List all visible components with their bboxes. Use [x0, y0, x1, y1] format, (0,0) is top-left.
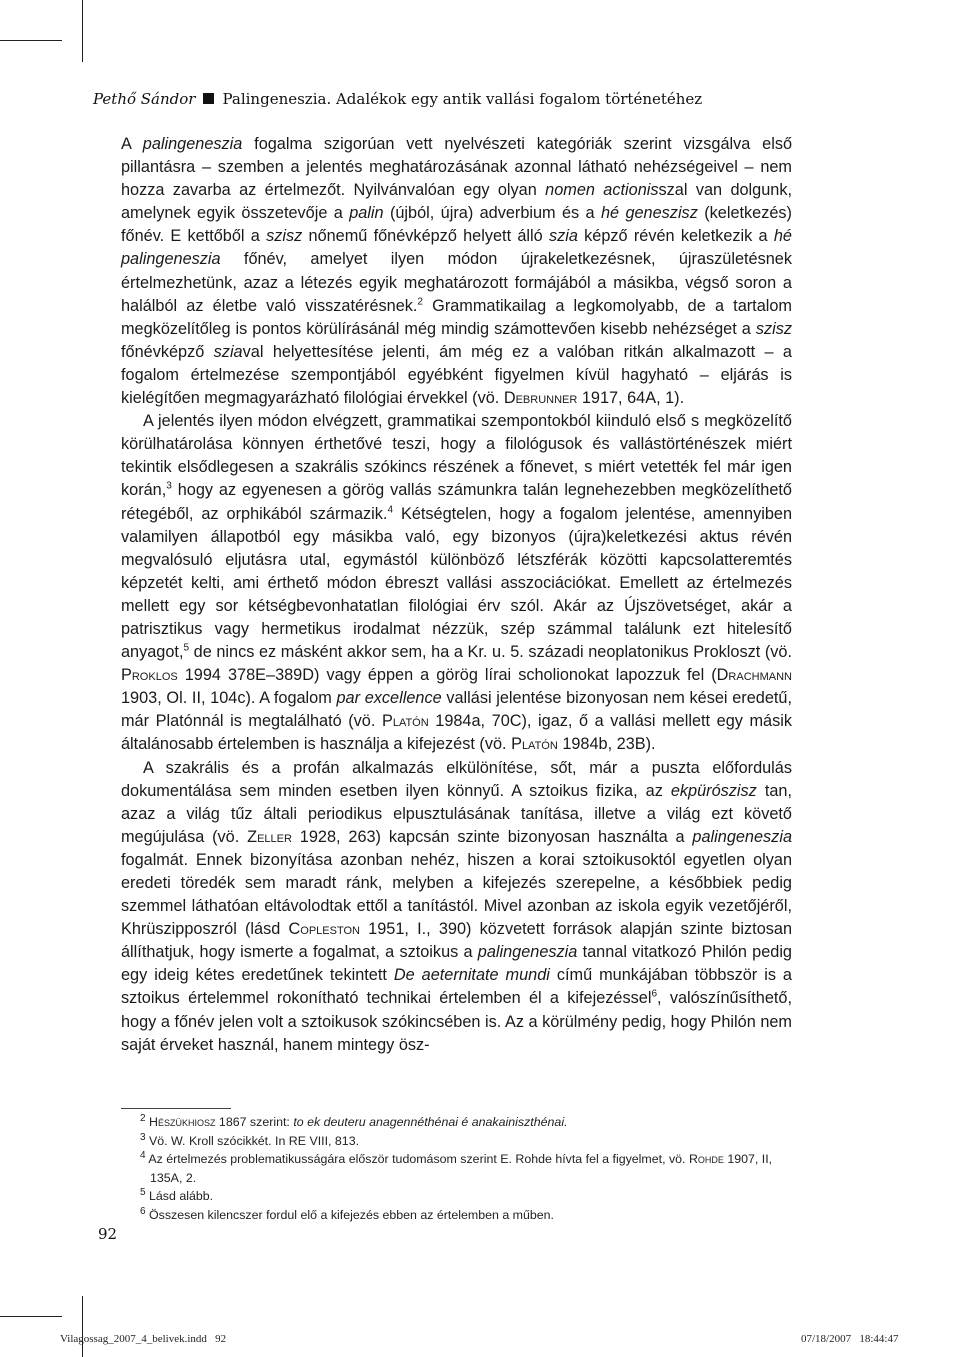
text-run: 1994 378E–389D) vagy éppen a görög lírai scholionokat lapozzuk fel (	[177, 666, 717, 685]
text-run: 1903, Ol. II, 104c). A fogalom	[121, 689, 337, 708]
crop-mark	[0, 1316, 62, 1317]
footnote-text: 1867 szerint:	[215, 1115, 294, 1129]
text-run: (újból, újra) adverbium és a	[383, 204, 601, 223]
text-run: 1984b, 23B).	[557, 735, 656, 754]
running-head-title: Palingeneszia. Adalékok egy antik vallási fogalom történetéhez	[222, 90, 703, 108]
term-italic: szia	[548, 227, 578, 246]
footnote-ref[interactable]: 4	[387, 504, 393, 516]
citation-author: Platón	[381, 712, 429, 731]
text-run: képző révén keletkezik a	[577, 227, 774, 246]
crop-mark	[82, 0, 83, 62]
paragraph-2	[121, 410, 792, 756]
term-italic: palingeneszia	[477, 943, 578, 962]
text-run: , valószínűsíthető, hogy a főnév jelen volt a sztoikusok szókincsében is. Az a körülmény pedig, hogy Philón nem saját érveket használ, hanem mintegy ösz-	[121, 989, 792, 1054]
text-run: A	[121, 135, 143, 153]
footnote-text: Lásd alább.	[145, 1189, 214, 1204]
text-run: val helyettesítése jelenti, ám még ez a valóban ritkán alkalmazott – a fogalom értelmezése szempontjából egyébként figyelmen kívül hagyható – eljárás is kielégítően megmagyarázható filológiai érvekkel (vö.	[121, 342, 792, 408]
term-italic: palin	[349, 204, 384, 223]
term-italic: par excellence	[336, 689, 442, 708]
text-run: vallási jelentése bizonyosan nem kései eredetű, már Platónnál is megtalálható (vö.	[121, 689, 792, 731]
term-italic: szisz	[266, 227, 303, 246]
text-run: fogalma szigorúan vett nyelvészeti kategóriák szerint vizsgálva első pillantásra – szemben a jelentés meghatározásának azonnal látható nehézségeivel – nem hozza zavarba az értelmezőt. Nyilvánvalóan egy olyan	[121, 135, 793, 200]
page-number: 92	[98, 1225, 118, 1243]
text-run: Kétségtelen, hogy a fogalom jelentése, amennyiben valamilyen állapotból egy másikba való, egy bizonyos (újra)keletkezési aktus révén megvalósuló eljutásra utal, egymástól különböző létszférák közötti kapcsolatteremtés képzetét kelti, ami érthető módon ébreszt vallási asszociációkat. Emellett az értelmezés mellett egy sor kétségbevonhatatlan filológiai érv szól. Akár az Újszövetséget, akár a patrisztikus vagy hermetikus irodalmat nézzük, szép számmal találunk ezt hitelesítő anyagot,	[121, 504, 792, 662]
text-run: 1928, 263) kapcsán szinte bizonyosan használta a	[291, 827, 693, 846]
text-run: tannal vitatkozó Philón pedig egy ideig kétes eredetűnek tekintett	[121, 943, 792, 985]
term-italic: palingeneszia	[142, 135, 243, 153]
text-run: fogalmát. Ennek bizonyítása azonban nehéz, hiszen a korai sztoikusoktól egyetlen olyan eredeti töredék sem maradt ránk, melyben a kifejezés szerepelne, a későbbiek pedig szemmel láthatóan eltávolodtak ettől a tanítástól. Mivel azonban az iskola egyik vezetőjéről, Khrüszipposzról (lásd	[121, 850, 792, 939]
footnote-5	[140, 1187, 794, 1206]
footnote-6	[140, 1206, 794, 1225]
text-run: nőnemű főnévképző helyett álló	[302, 227, 549, 246]
footnote-text: Az értelmezés problematikusságára először tudomásom szerint E. Rohde hívta fel a figyelmet, vö.	[145, 1152, 689, 1167]
text-run: 1951, I., 390) közvetett források alapján szinte biztosan állíthatjuk, hogy ismerte a fogalmat, a sztoikus a	[121, 920, 792, 962]
footnote-number: 4	[140, 1150, 146, 1162]
footnotes	[140, 1113, 794, 1225]
text-run: Grammatikailag a legkomolyabb, de a tartalom megközelítőleg is pontos körülírásánál még mindig számottevően kisebb nehézséget a	[121, 296, 792, 338]
running-head	[93, 90, 893, 108]
citation-author: Zeller	[247, 827, 292, 846]
term-italic: hé geneszisz	[600, 204, 698, 223]
text-run: 1984a, 70C), igaz, ő a vallási mellett egy másik általánosabb értelemben is használja a kifejezést (vö.	[121, 712, 792, 754]
footnote-4	[140, 1150, 794, 1187]
paragraph-1	[121, 133, 792, 410]
citation-author: Rohde	[688, 1152, 724, 1167]
footnote-ref[interactable]: 3	[166, 480, 172, 492]
term-italic: szia	[213, 342, 243, 361]
text-run: tan, azaz a világ tűz általi periodikus elpusztulásának tanítása, illetve a világ ezt követő megújulása (vö.	[121, 781, 792, 846]
article-body	[121, 133, 792, 1057]
text-run: hogy az egyenesen a görög vallás számunkra talán legnehezebben megközelíthető rétegéből, az orphikából származik.	[121, 481, 792, 523]
footnote-number: 6	[140, 1205, 146, 1217]
slug-timestamp: 07/18/2007 18:44:47	[801, 1333, 899, 1345]
footnote-number: 5	[140, 1187, 146, 1199]
paragraph-3	[121, 757, 792, 1057]
citation-author: Copleston	[288, 920, 360, 939]
citation-author: Proklos	[121, 666, 178, 685]
term-italic: hé palingeneszia	[121, 227, 792, 269]
term-italic: nomen actionis	[545, 181, 659, 200]
text-run: szal van dolgunk, amelynek egyik összetevője a	[121, 181, 792, 223]
text-run: (keletkezés) főnév. E kettőből a	[121, 204, 792, 246]
footnote-text: Vö. W. Kroll szócikkét. In RE VIII, 813.	[145, 1133, 360, 1148]
text-run: de nincs ez másként akkor sem, ha a Kr. u. 5. századi neoplatonikus Prokloszt (vö.	[189, 643, 792, 662]
text-run: A jelentés ilyen módon elvégzett, grammatikai szempontokból kiinduló első s megközelítő körülhatárolása könnyen érthetővé teszi, hogy a filológusok és vallástörténészek miért tekintik elsődlegesen a szakrális szókincs részének a főnevet, s miért vetették fel már igen korán,	[121, 412, 792, 500]
text-run: főnév, amelyet ilyen módon újrakeletkezésnek, újraszületésnek értelmezhetünk, azaz a létezés egyik meghatározott formájából a másikba, végső soron a halálból az életbe való visszatérésnek.	[121, 250, 792, 315]
text-run: 1917, 64A, 1).	[577, 389, 685, 408]
citation-author: Platón	[511, 735, 558, 754]
footnote-3	[140, 1132, 794, 1151]
term-italic: szisz	[755, 319, 792, 338]
crop-mark	[0, 40, 62, 41]
text-run: főnévképző	[121, 342, 214, 361]
running-head-author: Pethő Sándor	[93, 90, 196, 108]
footnote-text: Összesen kilencszer fordul elő a kifejezés ebben az értelemben a műben.	[145, 1207, 554, 1222]
term-italic: palingeneszia	[692, 827, 792, 846]
footnote-2	[140, 1113, 794, 1132]
text-run: című munkájában többször is a sztoikus értelemmel rokonítható technikai értelemben él a kifejezéssel	[121, 966, 792, 1008]
text-run: A szakrális és a profán alkalmazás elkülönítése, sőt, már a puszta előfordulás dokumentálása sem minden esetben ilyen könnyű. A sztoikus fizika, az	[121, 758, 792, 800]
square-bullet-icon	[203, 93, 214, 104]
footnote-text: 1907, II, 135A, 2.	[150, 1152, 773, 1185]
term-italic: De aeternitate mundi	[393, 966, 550, 985]
term-italic: ekpürószisz	[670, 781, 757, 800]
crop-mark	[82, 1296, 83, 1357]
citation-author: Debrunner	[503, 389, 578, 408]
footnote-ref[interactable]: 5	[183, 642, 190, 654]
citation-author: Drachmann	[716, 666, 792, 685]
slug-file: Vilagossag_2007_4_belivek.indd 92	[60, 1333, 227, 1345]
footnote-ref[interactable]: 6	[651, 989, 657, 1001]
footnote-number: 3	[140, 1131, 146, 1143]
citation-author: Hészükhiosz	[149, 1115, 216, 1129]
footnote-number: 2	[140, 1112, 146, 1124]
footnote-quote: to ek deuteru anagennéthénai é anakainiszthénai.	[293, 1115, 568, 1129]
footnote-divider	[121, 1108, 231, 1109]
footnote-ref[interactable]: 2	[417, 296, 423, 308]
